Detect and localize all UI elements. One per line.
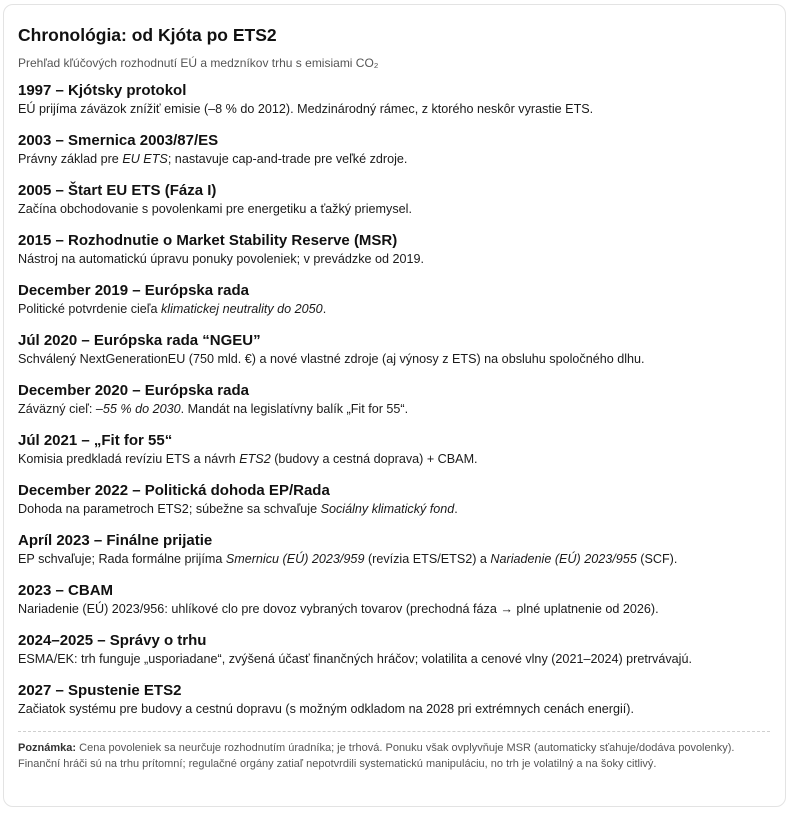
description-text: . Mandát na legislatívny balík „Fit for 55“.	[180, 402, 409, 416]
timeline-item-description	[18, 451, 770, 468]
timeline-item-title: 2005 – Štart EU ETS (Fáza I)	[18, 182, 217, 199]
timeline-item-title: Júl 2021 – „Fit for 55“	[18, 432, 173, 449]
timeline-item-title: 2015 – Rozhodnutie o Market Stability Reserve (MSR)	[18, 232, 398, 249]
timeline-item-title: 2024–2025 – Správy o trhu	[18, 632, 207, 649]
description-text: EP schvaľuje; Rada formálne prijíma	[18, 552, 226, 566]
description-text: (SCF).	[636, 552, 678, 566]
timeline-item	[18, 76, 770, 126]
emphasis-text: Smernicu (EÚ) 2023/959	[225, 552, 365, 566]
timeline-item-title: Apríl 2023 – Finálne prijatie	[18, 532, 213, 549]
description-text: (budovy a cestná doprava) + CBAM.	[270, 452, 478, 466]
timeline-item-description	[18, 251, 770, 268]
timeline-item-description	[18, 701, 770, 718]
timeline-item-title: 1997 – Kjótsky protokol	[18, 82, 187, 99]
description-text: Dohoda na parametroch ETS2; súbežne sa schvaľuje	[18, 502, 321, 516]
description-text: Právny základ pre	[18, 152, 123, 166]
timeline-item	[18, 476, 770, 526]
timeline-item-description	[18, 401, 770, 418]
description-text: Nariadenie (EÚ) 2023/956: uhlíkové clo pre dovoz vybraných tovarov (prechodná fáza → plné uplatnenie od 2026).	[18, 602, 659, 616]
timeline-item	[18, 126, 770, 176]
description-text: Záväzný cieľ:	[18, 402, 96, 416]
timeline-item-description	[18, 501, 770, 518]
timeline-item-description	[18, 651, 770, 668]
timeline-item-title: Júl 2020 – Európska rada “NGEU”	[18, 332, 261, 349]
timeline-item-title: December 2019 – Európska rada	[18, 282, 249, 299]
timeline-item	[18, 326, 770, 376]
description-text: Schválený NextGenerationEU (750 mld. €) a nové vlastné zdroje (aj výnosy z ETS) na obsluhu spoločného dlhu.	[18, 352, 645, 366]
emphasis-text: –55 % do 2030	[95, 402, 181, 416]
timeline-item-description	[18, 351, 770, 368]
timeline-item	[18, 626, 770, 676]
timeline-item	[18, 226, 770, 276]
timeline-item-description	[18, 551, 770, 568]
description-text: .	[454, 502, 458, 516]
emphasis-text: klimatickej neutrality do 2050	[160, 302, 323, 316]
timeline-item	[18, 376, 770, 426]
timeline-item	[18, 176, 770, 226]
description-text: Politické potvrdenie cieľa	[18, 302, 161, 316]
timeline-item	[18, 276, 770, 326]
timeline-item-title: 2003 – Smernica 2003/87/ES	[18, 132, 219, 149]
timeline-item-title: December 2022 – Politická dohoda EP/Rada	[18, 482, 330, 499]
timeline-item-title: 2027 – Spustenie ETS2	[18, 682, 182, 699]
timeline-item	[18, 426, 770, 476]
description-text: Komisia predkladá revíziu ETS a návrh	[18, 452, 240, 466]
description-text: ESMA/EK: trh funguje „usporiadane“, zvýšená účasť finančných hráčov; volatilita a cenové vlny (2021–2024) pretrvávajú.	[18, 652, 692, 666]
description-text: Začiatok systému pre budovy a cestnú dopravu (s možným odkladom na 2028 pri extrémnych cenách energií).	[18, 702, 634, 716]
description-text: .	[322, 302, 327, 316]
footnote	[18, 741, 770, 772]
description-text: EÚ prijíma záväzok znížiť emisie (–8 % do 2012). Medzinárodný rámec, z ktorého neskôr vyrastie ETS.	[18, 102, 594, 116]
timeline-item	[18, 676, 770, 726]
emphasis-text: EU ETS	[122, 152, 168, 166]
emphasis-text: Nariadenie (EÚ) 2023/955	[490, 552, 637, 566]
page-title: Chronológia: od Kjóta po ETS2	[18, 25, 277, 45]
page-subtitle: Prehľad kľúčových rozhodnutí EÚ a medzníkov trhu s emisiami CO₂	[18, 56, 379, 70]
footnote-label: Poznámka:	[18, 742, 77, 754]
timeline-item-description	[18, 101, 770, 118]
description-text: Nástroj na automatickú úpravu ponuky povoleniek; v prevádzke od 2019.	[18, 252, 425, 266]
timeline-item	[18, 576, 770, 626]
divider	[18, 731, 770, 732]
emphasis-text: Sociálny klimatický fond	[320, 502, 455, 516]
description-text: ; nastavuje cap-and-trade pre veľké zdroje.	[167, 152, 408, 166]
timeline-list	[18, 76, 770, 726]
footnote-text: Cena povoleniek sa neurčuje rozhodnutím úradníka; je trhová. Ponuku však ovplyvňuje MSR (automaticky sťahuje/dodáva povolenky). Finanční hráči sú na trhu prítomní; regulačné orgány zatiaľ nepotvrdili systematickú manipuláciu, no trh je volatilný a na šoky citlivý.	[18, 742, 735, 770]
timeline-item-title: 2023 – CBAM	[18, 582, 114, 599]
timeline-item-description	[18, 201, 770, 218]
emphasis-text: ETS2	[239, 452, 271, 466]
timeline-item-description	[18, 151, 770, 168]
timeline-item-description	[18, 601, 770, 618]
timeline-item-title: December 2020 – Európska rada	[18, 382, 249, 399]
timeline-item	[18, 526, 770, 576]
timeline-item-description	[18, 301, 770, 318]
timeline-card	[3, 4, 786, 807]
description-text: Začína obchodovanie s povolenkami pre energetiku a ťažký priemysel.	[18, 202, 412, 216]
description-text: (revízia ETS/ETS2) a	[364, 552, 491, 566]
